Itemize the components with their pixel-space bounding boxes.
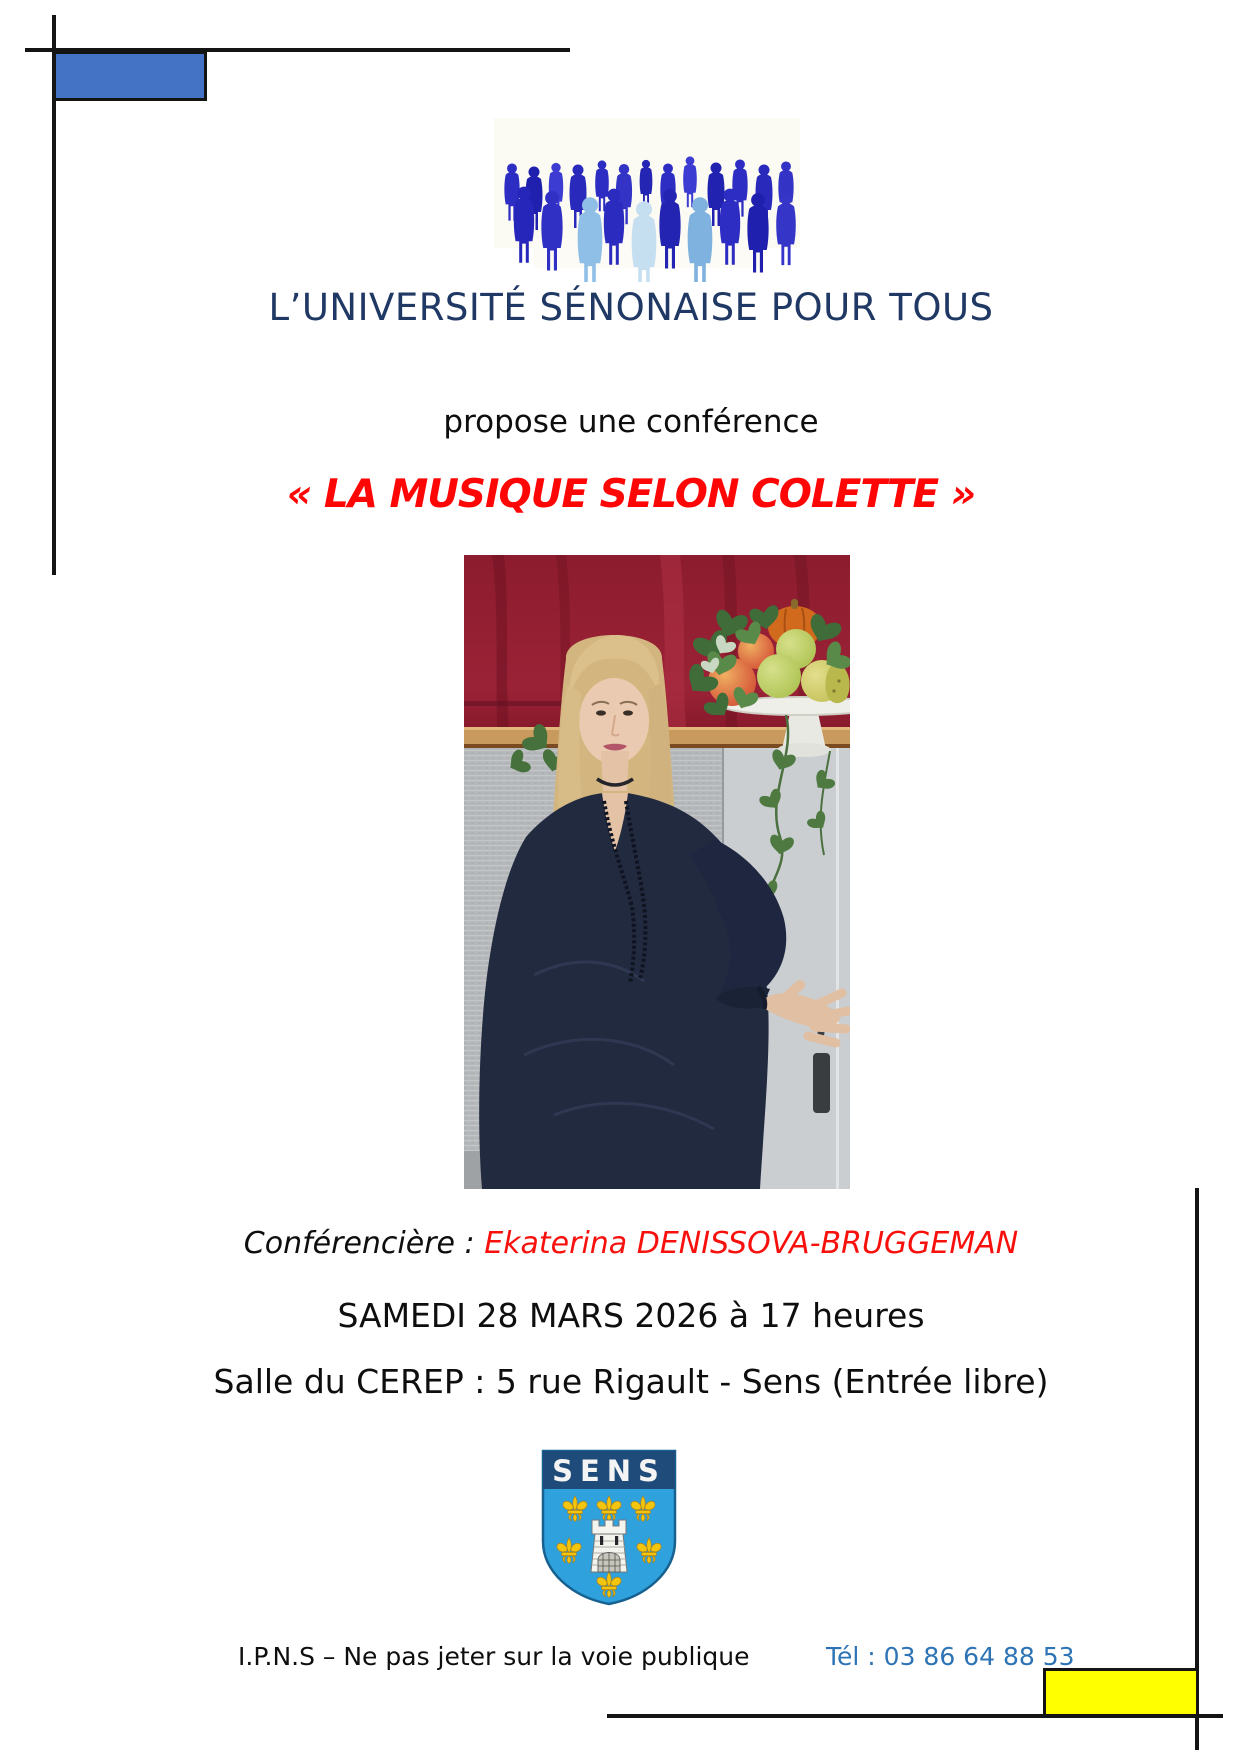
intro-text: propose une conférence: [443, 404, 819, 440]
speaker-label: Conférencière :: [243, 1226, 485, 1261]
footer-ipns-text: I.P.N.S – Ne pas jeter sur la voie publique: [238, 1642, 750, 1671]
speaker-name: Ekaterina DENISSOVA-BRUGGEMAN: [484, 1226, 1019, 1261]
footer-phone: Tél : 03 86 64 88 53: [826, 1642, 1075, 1671]
conference-title: « LA MUSIQUE SELON COLETTE »: [286, 472, 976, 517]
blue-corner-rectangle: [53, 51, 207, 101]
org-title: L’UNIVERSITÉ SÉNONAISE POUR TOUS: [268, 286, 994, 329]
event-location: Salle du CEREP : 5 rue Rigault - Sens (Entrée libre): [213, 1362, 1049, 1401]
sens-coat-of-arms: [540, 1448, 678, 1607]
bottom-right-vertical-line: [1195, 1188, 1199, 1750]
crowd-clipart-image: [494, 118, 800, 282]
speaker-line: [244, 1226, 1018, 1261]
event-datetime: SAMEDI 28 MARS 2026 à 17 heures: [337, 1296, 925, 1335]
speaker-photo: [464, 555, 850, 1189]
sens-logo-text: SENS: [552, 1454, 666, 1488]
yellow-corner-rectangle: [1043, 1668, 1199, 1717]
